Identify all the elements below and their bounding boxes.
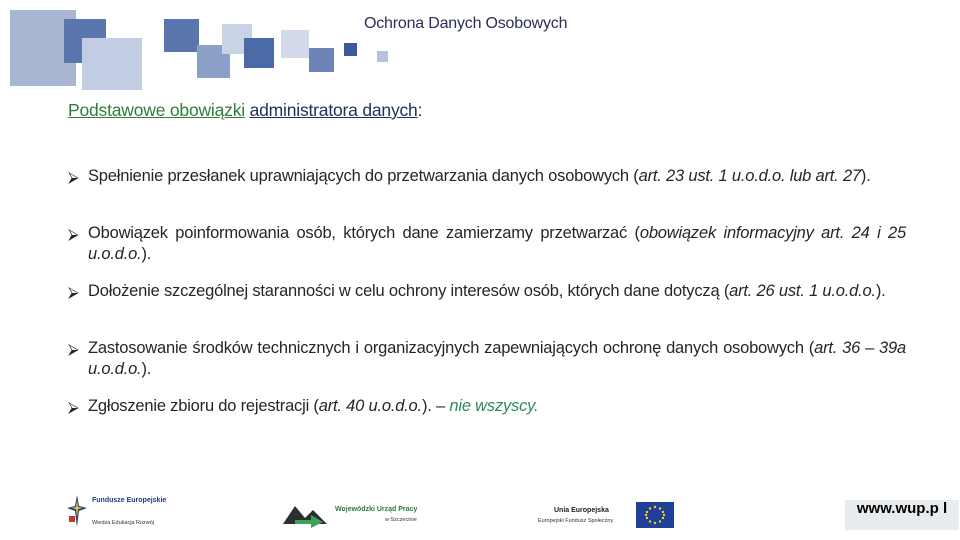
unia-europejska-logo: [538, 500, 678, 532]
wup-title: Wojewódzki Urząd Pracy: [335, 506, 418, 513]
ue-title: Unia Europejska: [554, 507, 609, 514]
wup-subtitle: w Szczecinie: [385, 517, 417, 523]
arrow-bullet-icon: ⮚: [68, 341, 79, 358]
arrow-bullet-icon: ⮚: [68, 399, 79, 416]
arrow-bullet-icon: ⮚: [68, 169, 79, 186]
wup-logo: [281, 500, 431, 530]
bullet-item: ⮚ Dołożenie szczególnej staranności w celu ochrony interesów osób, których dane dotyczą (art. 26 ust. 1 u.o.d.o.).: [68, 282, 886, 301]
fe-star-icon: [66, 494, 88, 528]
eu-flag-icon: [636, 502, 674, 528]
subtitle-colon: :: [417, 100, 423, 120]
bullet-item: ⮚ Zgłoszenie zbioru do rejestracji (art. 40 u.o.d.o.). – nie wszyscy.: [68, 397, 539, 416]
subtitle-part1: Podstawowe obowiązki: [68, 100, 245, 120]
subtitle-part2: administratora danych: [249, 100, 418, 120]
wup-emblem-icon: [281, 500, 329, 528]
fe-subtitle: Wiedza Edukacja Rozwój: [92, 520, 155, 526]
fe-title: Fundusze Europejskie: [92, 497, 167, 504]
arrow-bullet-icon: ⮚: [68, 226, 79, 243]
header-title: Ochrona Danych Osobowych: [364, 15, 568, 32]
website-url: www.wup.p l: [845, 500, 959, 530]
arrow-bullet-icon: ⮚: [68, 284, 79, 301]
bullet-item: ⮚ Spełnienie przesłanek uprawniających do przetwarzania danych osobowych (art. 23 ust. 1 u.o.d.o. lub art. 27).: [68, 167, 871, 186]
bullet-item: ⮚ Obowiązek poinformowania osób, których dane zamierzamy przetwarzać (obowiązek informacyjny art. 24 i 25 u.o.d.o.).: [68, 224, 906, 263]
ue-subtitle: Europejski Fundusz Społeczny: [538, 518, 614, 524]
fundusze-europejskie-logo: [66, 494, 176, 530]
bullet-item: ⮚ Zastosowanie środków technicznych i organizacyjnych zapewniających ochronę danych osobowych (art. 36 – 39a u.o.d.o.).: [68, 339, 906, 378]
section-subtitle: [68, 100, 422, 121]
